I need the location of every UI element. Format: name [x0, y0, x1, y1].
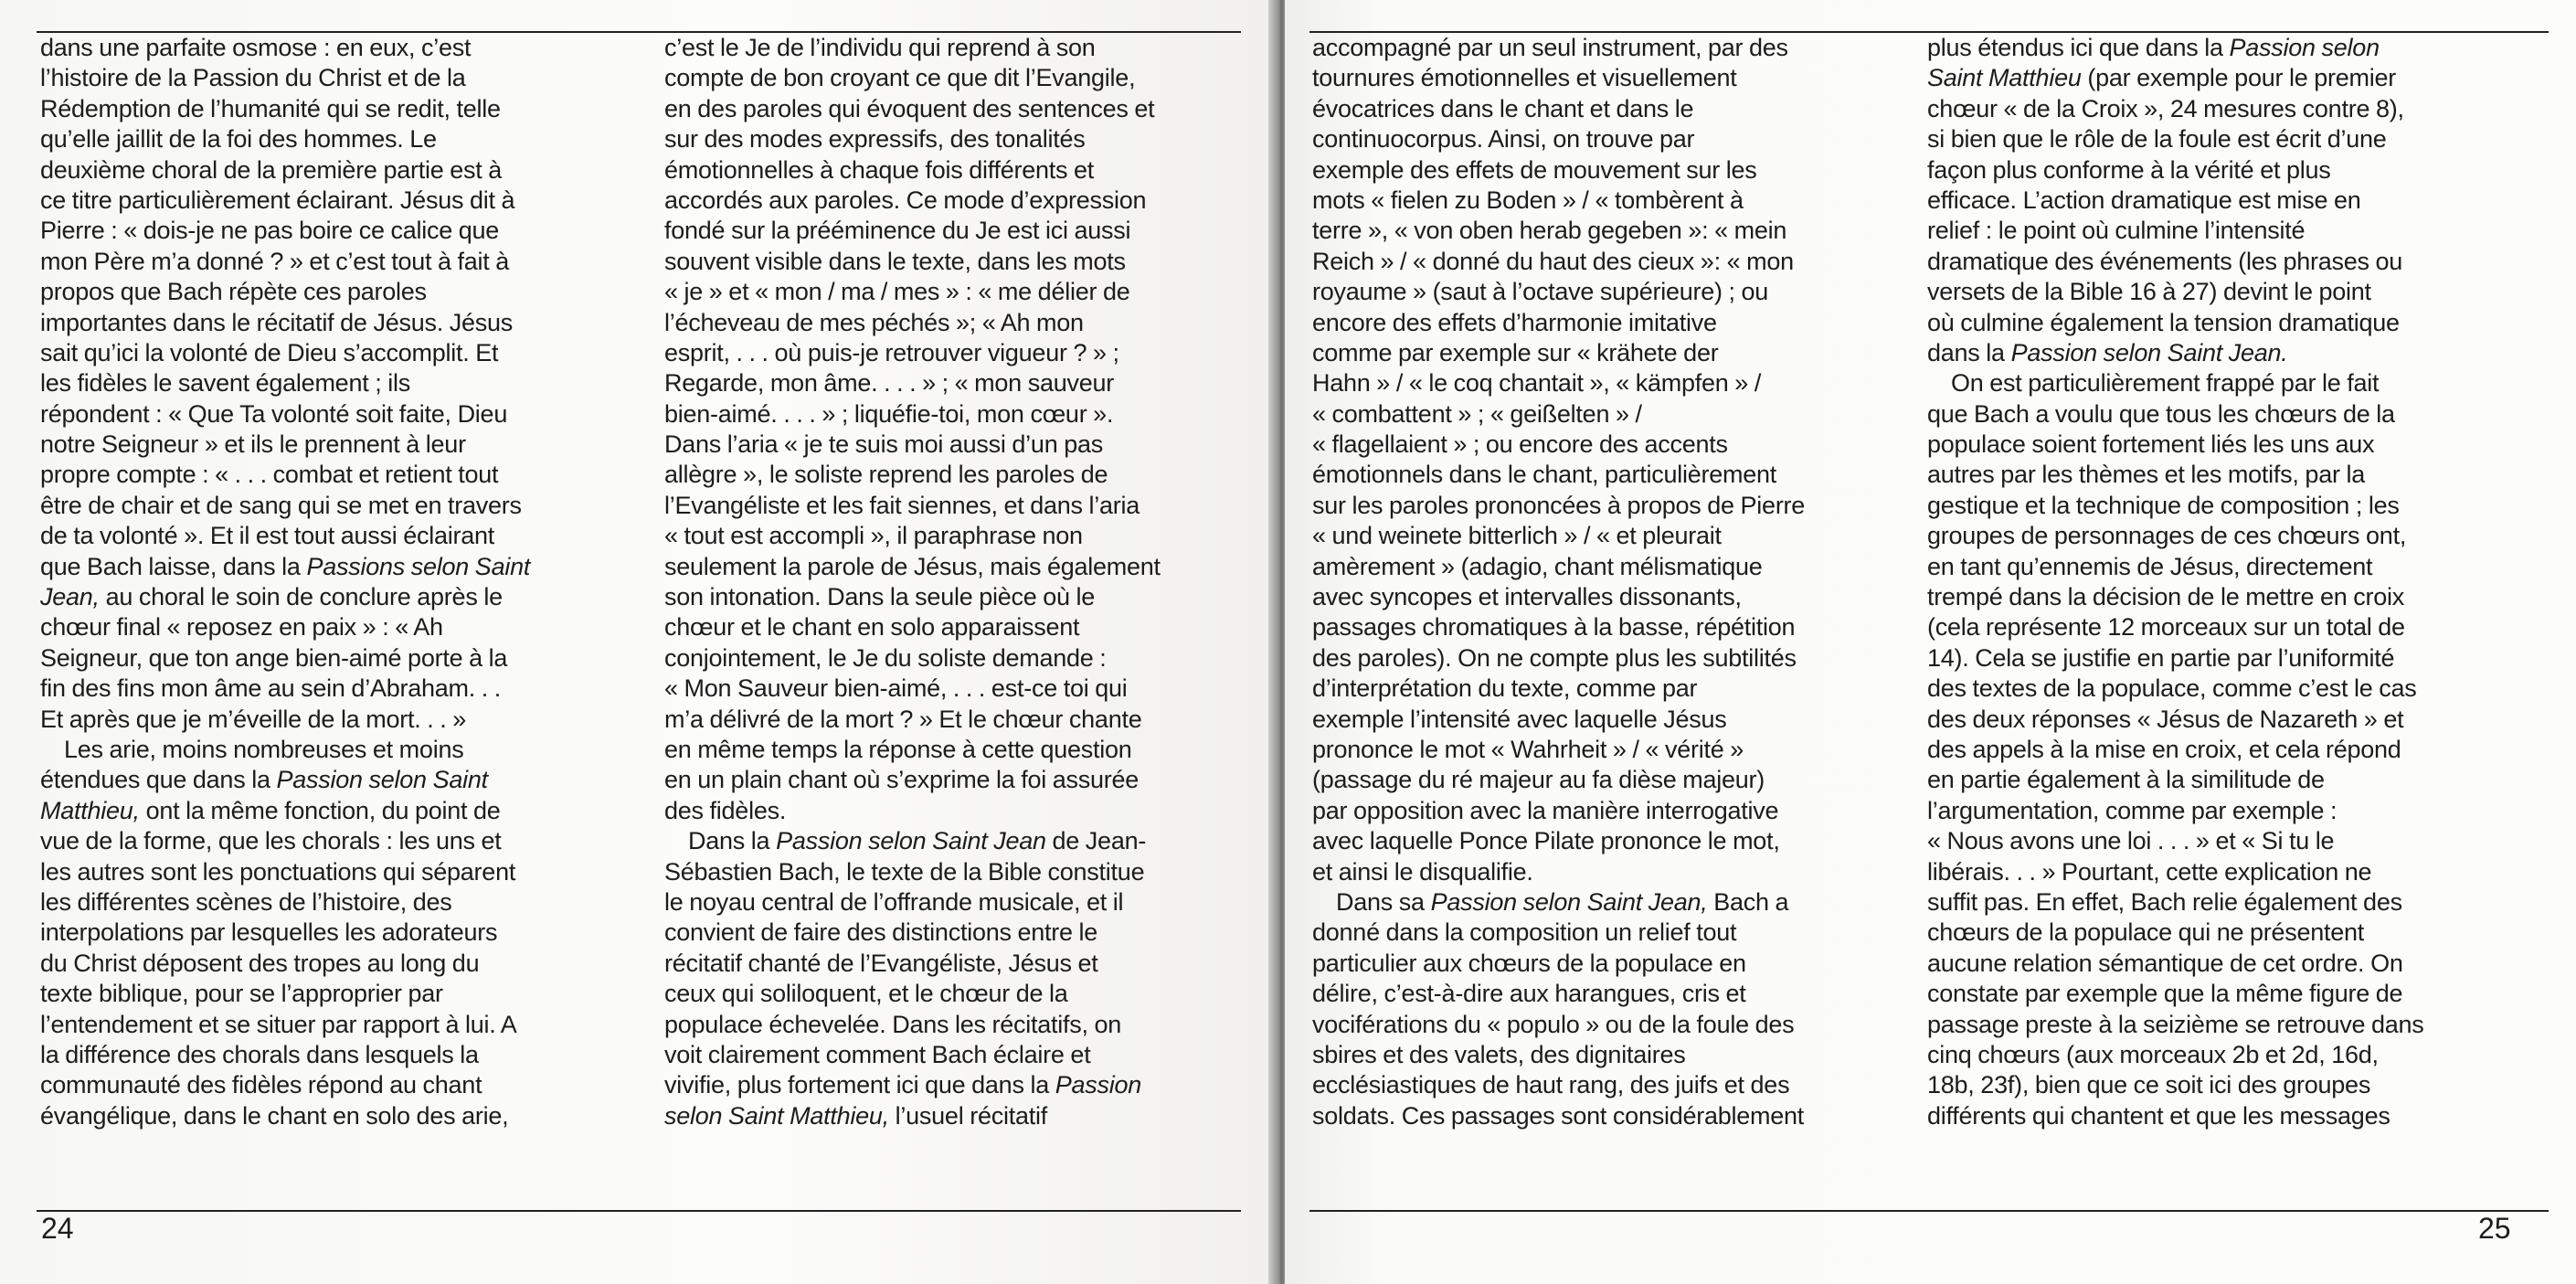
text-line: par opposition avec la manière interrogative	[1312, 796, 1779, 824]
text-line: souvent visible dans le texte, dans les mots	[664, 247, 1126, 275]
text-line: en tant qu’ennemis de Jésus, directement	[1927, 552, 2373, 580]
text-line: vivifie, plus fortement ici que dans la Passion	[664, 1071, 1142, 1099]
text-line: Reich » / « donné du haut des cieux »: « mon	[1312, 247, 1794, 275]
text-line: émotionnels dans le chant, particulièrement	[1312, 461, 1777, 489]
text-line: chœur final « reposez en paix » : « Ah	[40, 613, 443, 642]
text-line: populace échevelée. Dans les récitatifs, on	[664, 1010, 1122, 1038]
text-line: si bien que le rôle de la foule est écrit d’une	[1927, 125, 2387, 154]
text-line: « je » et « mon / ma / mes » : « me délier de	[664, 278, 1130, 306]
text-line: chœur et le chant en solo apparaissent	[664, 613, 1080, 642]
text-line: accordés aux paroles. Ce mode d’expression	[664, 186, 1147, 214]
text-line: des textes de la populace, comme c’est le cas	[1927, 674, 2417, 703]
text-line: des deux réponses « Jésus de Nazareth » et	[1927, 705, 2404, 733]
text-line: dans la Passion selon Saint Jean.	[1927, 338, 2288, 366]
text-line: aucune relation sémantique de cet ordre. On	[1927, 949, 2403, 977]
text-line: sait qu’ici la volonté de Dieu s’accomplit. Et	[40, 338, 499, 366]
text-line: fin des fins mon âme au sein d’Abraham. . .	[40, 674, 502, 703]
text-line: Et après que je m’éveille de la mort. . . »	[40, 705, 466, 733]
text-line: accompagné par un seul instrument, par des	[1312, 34, 1788, 61]
text-line: ceux qui soliloquent, et le chœur de la	[664, 980, 1068, 1008]
text-line: en partie également à la similitude de	[1927, 766, 2325, 794]
text-line: Seigneur, que ton ange bien-aimé porte à la	[40, 643, 508, 672]
text-line: encore des effets d’harmonie imitative	[1312, 308, 1717, 336]
text-line: chœurs de la populace qui ne présentent	[1927, 918, 2365, 947]
text-line: m’a délivré de la mort ? » Et le chœur chante	[664, 705, 1142, 733]
text-line: relief : le point où culmine l’intensité	[1927, 217, 2306, 245]
text-line: 18b, 23f), bien que ce soit ici des groupes	[1927, 1071, 2371, 1099]
right-page-column-1	[1312, 33, 1943, 1131]
text-line: récitatif chanté de l’Evangéliste, Jésus et	[664, 949, 1098, 977]
text-line: d’interprétation du texte, comme par	[1312, 674, 1698, 703]
text-line: « Mon Sauveur bien-aimé, . . . est-ce toi qui	[664, 674, 1128, 703]
text-line: passages chromatiques à la basse, répétition	[1312, 613, 1796, 642]
text-line: délire, c’est-à-dire aux harangues, cris et	[1312, 980, 1746, 1008]
text-line: vue de la forme, que les chorals : les uns et	[40, 827, 502, 855]
text-line: « tout est accompli », il paraphrase non	[664, 522, 1083, 550]
text-line: bien-aimé. . . . » ; liquéfie-toi, mon cœur ».	[664, 399, 1114, 428]
text-line: que Bach a voulu que tous les chœurs de la	[1927, 399, 2395, 428]
text-line: royaume » (saut à l’octave supérieure) ; ou	[1312, 278, 1769, 306]
text-line: versets de la Bible 16 à 27) devint le point	[1927, 278, 2371, 306]
text-line: continuocorpus. Ainsi, on trouve par	[1312, 125, 1695, 154]
text-line: esprit, . . . où puis-je retrouver vigueur ? » ;	[664, 338, 1119, 366]
text-line: l’histoire de la Passion du Christ et de la	[40, 64, 466, 92]
text-line: où culmine également la tension dramatique	[1927, 308, 2400, 336]
text-line: seulement la parole de Jésus, mais également	[664, 552, 1161, 580]
text-line: fondé sur la prééminence du Je est ici aussi	[664, 217, 1131, 245]
text-line: Matthieu, ont la même fonction, du point de	[40, 796, 501, 824]
text-line: propre compte : « . . . combat et retient tout	[40, 461, 499, 489]
text-line: gestique et la technique de composition ; les	[1927, 491, 2400, 519]
text-line: Sébastien Bach, le texte de la Bible constitue	[664, 857, 1145, 886]
text-line: populace soient fortement liés les uns aux	[1927, 430, 2375, 459]
text-line: Dans la Passion selon Saint Jean de Jean-	[688, 827, 1147, 855]
text-line: dramatique des événements (les phrases ou	[1927, 247, 2403, 275]
text-line: autres par les thèmes et les motifs, par la	[1927, 461, 2365, 489]
text-line: des appels à la mise en croix, et cela répond	[1927, 735, 2401, 763]
left-page-column-2	[664, 33, 1249, 1131]
text-line: Dans l’aria « je te suis moi aussi d’un pas	[664, 430, 1103, 459]
text-line: les autres sont les ponctuations qui séparent	[40, 857, 516, 886]
text-line: Jean, au choral le soin de conclure après le	[40, 583, 503, 611]
text-line: les fidèles le savent également ; ils	[40, 369, 410, 398]
text-line: plus étendus ici que dans la Passion selon	[1927, 34, 2380, 61]
text-line: qu’elle jaillit de la foi des hommes. Le	[40, 125, 437, 154]
text-line: (cela représente 12 morceaux sur un total de	[1927, 613, 2405, 642]
text-line: cinq chœurs (aux morceaux 2b et 2d, 16d,	[1927, 1040, 2379, 1068]
text-line: son intonation. Dans la seule pièce où le	[664, 583, 1096, 611]
text-line: passage preste à la seizième se retrouve dans	[1927, 1010, 2424, 1038]
text-line: en un plain chant où s’exprime la foi assurée	[664, 766, 1140, 794]
text-line: Rédemption de l’humanité qui se redit, telle	[40, 94, 501, 122]
text-line: 14). Cela se justifie en partie par l’uniformité	[1927, 643, 2395, 672]
text-line: sbires et des valets, des dignitaires	[1312, 1040, 1686, 1068]
text-line: que Bach laisse, dans la Passions selon Saint	[40, 552, 531, 580]
text-line: Saint Matthieu (par exemple pour le premier	[1927, 64, 2397, 92]
text-line: en des paroles qui évoquent des sentences et	[664, 94, 1155, 122]
text-line: évangélique, dans le chant en solo des arie,	[40, 1101, 509, 1130]
text-line: l’Evangéliste et les fait siennes, et dans l’aria	[664, 491, 1140, 519]
left-page-column-1	[40, 33, 625, 1131]
text-line: sur les paroles prononcées à propos de Pierre	[1312, 491, 1806, 519]
text-line: prononce le mot « Wahrheit » / « vérité »	[1312, 735, 1744, 763]
text-line: Hahn » / « le coq chantait », « kämpfen » /	[1312, 369, 1762, 398]
text-line: soldats. Ces passages sont considérablement	[1312, 1101, 1805, 1130]
text-line: constate par exemple que la même figure de	[1927, 980, 2403, 1008]
text-line: amèrement » (adagio, chant mélismatique	[1312, 552, 1763, 580]
text-line: des fidèles.	[664, 796, 787, 824]
text-line: libérais. . . » Pourtant, cette explication ne	[1927, 857, 2372, 886]
text-line: répondent : « Que Ta volonté soit faite, Dieu	[40, 399, 508, 428]
text-line: Regarde, mon âme. . . . » ; « mon sauveur	[664, 369, 1115, 398]
text-line: mots « fielen zu Boden » / « tombèrent à	[1312, 186, 1744, 214]
text-line: importantes dans le récitatif de Jésus. Jésus	[40, 308, 514, 336]
text-line: l’argumentation, comme par exemple :	[1927, 796, 2337, 824]
text-line: ce titre particulièrement éclairant. Jésus dit à	[40, 186, 515, 214]
text-line: différents qui chantent et que les messages	[1927, 1101, 2390, 1130]
text-line: trempé dans la décision de le mettre en croix	[1927, 583, 2405, 611]
text-line: du Christ déposent des tropes au long du	[40, 949, 480, 977]
right-page	[1285, 0, 2576, 1284]
text-line: avec laquelle Ponce Pilate prononce le mot,	[1312, 827, 1780, 855]
text-line: l’écheveau de mes péchés »; « Ah mon	[664, 308, 1084, 336]
text-line: compte de bon croyant ce que dit l’Evangile,	[664, 64, 1136, 92]
text-line: (passage du ré majeur au fa dièse majeur)	[1312, 766, 1765, 794]
text-line: « combattent » ; « geißelten » /	[1312, 399, 1642, 428]
text-line: c’est le Je de l’individu qui reprend à son	[664, 34, 1096, 61]
text-line: Les arie, moins nombreuses et moins	[64, 735, 464, 763]
text-line: convient de faire des distinctions entre le	[664, 918, 1098, 947]
text-line: « Nous avons une loi . . . » et « Si tu le	[1927, 827, 2335, 855]
text-line: Pierre : « dois-je ne pas boire ce calice que	[40, 217, 500, 245]
text-line: selon Saint Matthieu, l’usuel récitatif	[664, 1101, 1047, 1130]
left-page	[0, 0, 1276, 1284]
text-line: notre Seigneur » et ils le prennent à leur	[40, 430, 466, 459]
text-line: On est particulièrement frappé par le fait	[1951, 369, 2380, 398]
text-line: efficace. L’action dramatique est mise en	[1927, 186, 2361, 214]
text-line: mon Père m’a donné ? » et c’est tout à fait à	[40, 247, 510, 275]
text-line: le noyau central de l’offrande musicale, et il	[664, 887, 1124, 916]
text-line: façon plus conforme à la vérité et plus	[1927, 155, 2331, 184]
text-line: étendues que dans la Passion selon Saint	[40, 766, 488, 794]
text-line: interpolations par lesquelles les adorateurs	[40, 918, 498, 947]
text-line: chœur « de la Croix », 24 mesures contre 8),	[1927, 94, 2404, 122]
text-line: évocatrices dans le chant et dans le	[1312, 94, 1694, 122]
text-line: groupes de personnages de ces chœurs ont,	[1927, 522, 2407, 550]
text-line: « und weinete bitterlich » / « et pleurait	[1312, 522, 1722, 550]
text-line: émotionnelles à chaque fois différents et	[664, 155, 1095, 184]
bottom-rule	[37, 1210, 1241, 1212]
text-line: être de chair et de sang qui se met en travers	[40, 491, 522, 519]
text-line: et ainsi le disqualifie.	[1312, 857, 1533, 886]
bottom-rule	[1309, 1210, 2549, 1212]
right-page-column-2	[1927, 33, 2549, 1131]
text-line: particulier aux chœurs de la populace en	[1312, 949, 1746, 977]
text-line: ecclésiastiques de haut rang, des juifs et des	[1312, 1071, 1790, 1099]
text-line: la différence des chorals dans lesquels la	[40, 1040, 479, 1068]
text-line: donné dans la composition un relief tout	[1312, 918, 1737, 947]
text-line: les différentes scènes de l’histoire, des	[40, 887, 452, 916]
text-line: avec syncopes et intervalles dissonants,	[1312, 583, 1742, 611]
text-line: l’entendement et se situer par rapport à lui. A	[40, 1010, 517, 1038]
text-line: vociférations du « populo » ou de la foule des	[1312, 1010, 1795, 1038]
text-line: allègre », le soliste reprend les paroles de	[664, 461, 1108, 489]
text-line: sur des modes expressifs, des tonalités	[664, 125, 1086, 154]
text-line: exemple des effets de mouvement sur les	[1312, 155, 1757, 184]
text-line: « flagellaient » ; ou encore des accents	[1312, 430, 1728, 459]
text-line: comme par exemple sur « krähete der	[1312, 338, 1719, 366]
text-line: tournures émotionnelles et visuellement	[1312, 64, 1737, 92]
text-line: deuxième choral de la première partie est à	[40, 155, 503, 184]
text-line: terre », « von oben herab gegeben »: « mein	[1312, 217, 1787, 245]
text-line: voit clairement comment Bach éclaire et	[664, 1040, 1091, 1068]
page-number: 25	[2478, 1212, 2511, 1245]
text-line: suffit pas. En effet, Bach relie également des	[1927, 887, 2402, 916]
text-line: communauté des fidèles répond au chant	[40, 1071, 482, 1099]
text-line: Dans sa Passion selon Saint Jean, Bach a	[1336, 887, 1789, 916]
text-line: des paroles). On ne compte plus les subtilités	[1312, 643, 1797, 672]
text-line: en même temps la réponse à cette question	[664, 735, 1132, 763]
text-line: conjointement, le Je du soliste demande :	[664, 643, 1107, 672]
text-line: de ta volonté ». Et il est tout aussi éclairant	[40, 522, 495, 550]
text-line: exemple l’intensité avec laquelle Jésus	[1312, 705, 1727, 733]
page-number: 24	[41, 1212, 74, 1245]
text-line: propos que Bach répète ces paroles	[40, 278, 427, 306]
text-line: dans une parfaite osmose : en eux, c’est	[40, 34, 472, 61]
text-line: texte biblique, pour se l’approprier par	[40, 980, 443, 1008]
